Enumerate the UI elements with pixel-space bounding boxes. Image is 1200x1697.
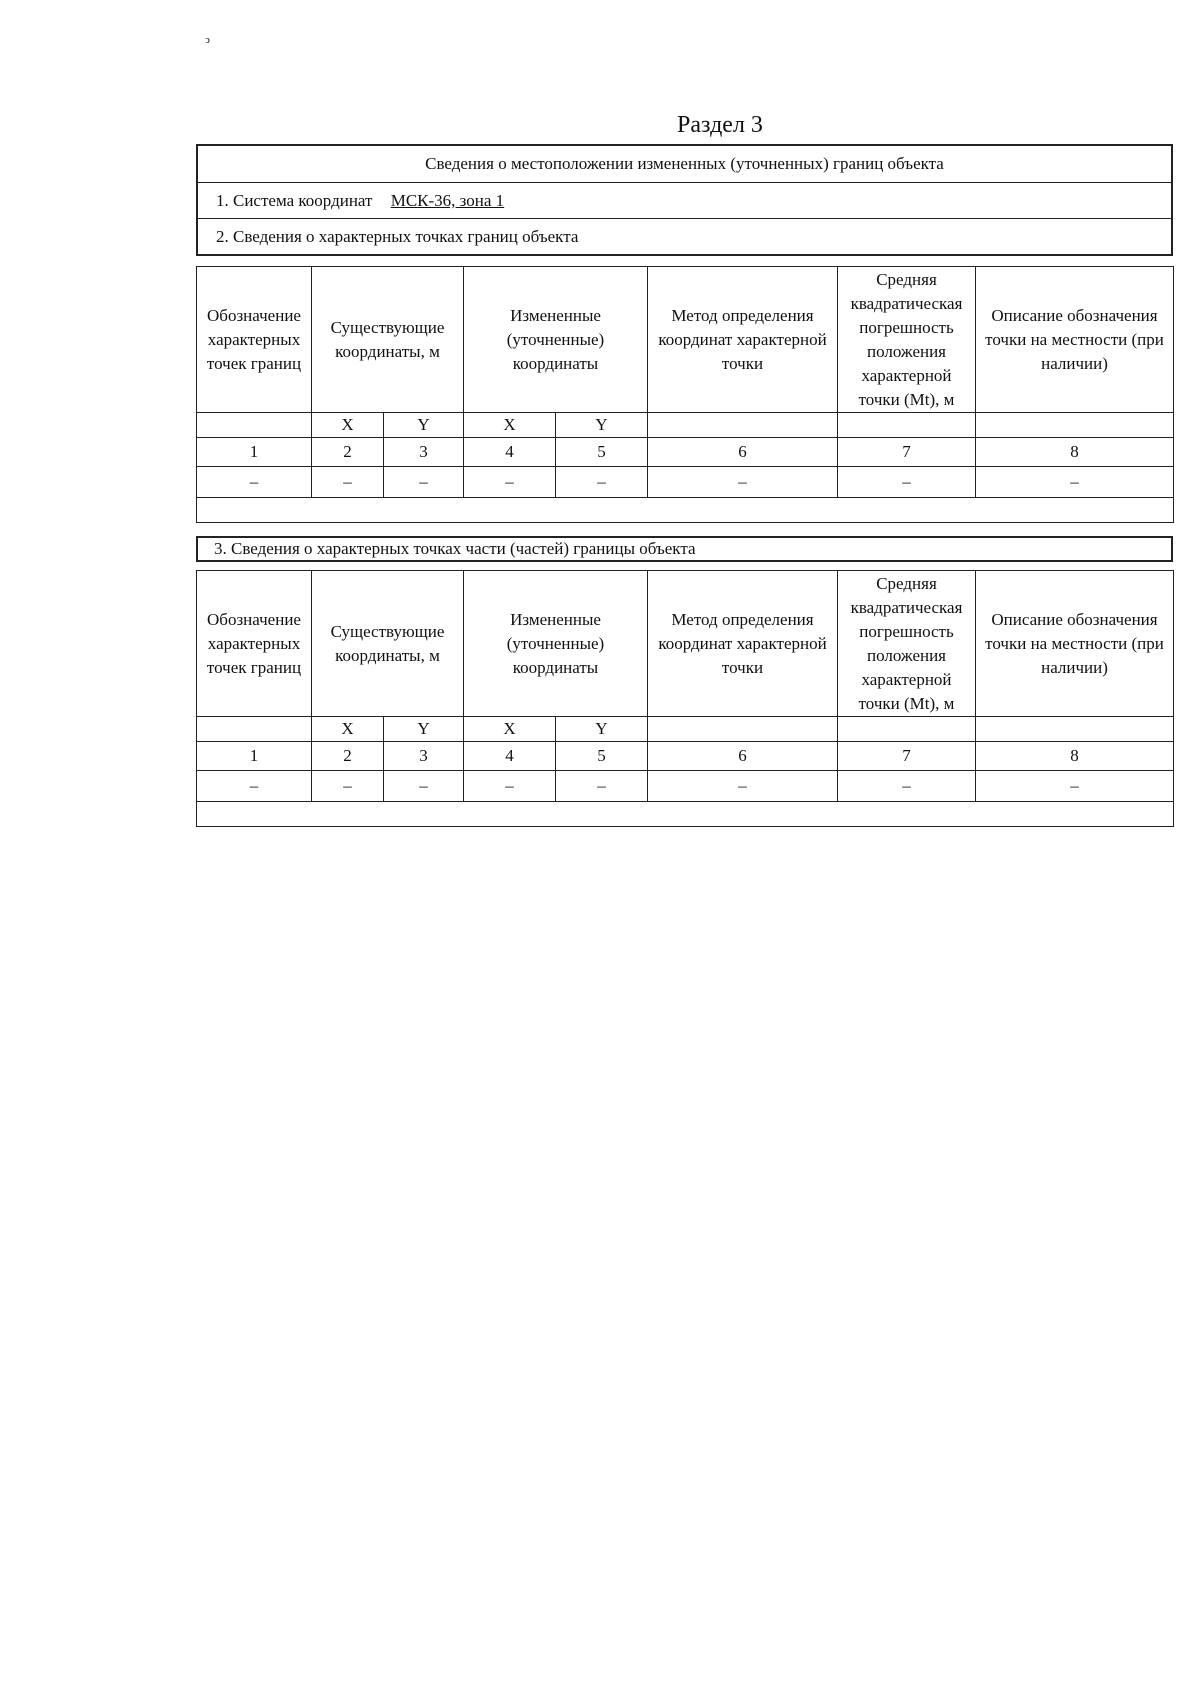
subheader-x: X xyxy=(464,413,556,438)
coord-system-label: 1. Система координат xyxy=(216,191,373,210)
table-cell: – xyxy=(464,771,556,802)
col-header-changed-coords: Измененные (уточненные) координаты xyxy=(464,267,648,413)
col-header-error: Средняя квадратическая погрешность положения характерной точки (Mt), м xyxy=(838,267,976,413)
scan-speck: ↄ xyxy=(205,34,210,46)
table-cell: – xyxy=(384,467,464,498)
col-header-designation: Обозначение характерных точек границ xyxy=(197,571,312,717)
section3-label: 3. Сведения о характерных точках части (частей) границы объекта xyxy=(196,536,1173,562)
subheader-x: X xyxy=(312,413,384,438)
column-number: 4 xyxy=(464,438,556,467)
subheader-cell xyxy=(197,413,312,438)
column-number: 8 xyxy=(976,438,1174,467)
column-number: 4 xyxy=(464,742,556,771)
table-subheader-row xyxy=(197,717,1174,742)
col-header-description: Описание обозначения точки на местности (при наличии) xyxy=(976,571,1174,717)
column-number: 3 xyxy=(384,438,464,467)
column-number: 2 xyxy=(312,438,384,467)
table-cell: – xyxy=(312,771,384,802)
table-header-row xyxy=(197,571,1174,717)
column-number: 6 xyxy=(648,438,838,467)
coord-system-value: МСК-36, зона 1 xyxy=(390,191,505,210)
table-cell: – xyxy=(648,467,838,498)
table-empty-row xyxy=(197,498,1174,523)
table-number-row xyxy=(197,438,1174,467)
col-header-description: Описание обозначения точки на местности (при наличии) xyxy=(976,267,1174,413)
column-number: 3 xyxy=(384,742,464,771)
table-number-row xyxy=(197,742,1174,771)
col-header-changed-coords: Измененные (уточненные) координаты xyxy=(464,571,648,717)
table-cell: – xyxy=(648,771,838,802)
col-header-method: Метод определения координат характерной точки xyxy=(648,267,838,413)
boundary-points-table xyxy=(196,266,1174,523)
header-box xyxy=(196,144,1173,256)
subheader-x: X xyxy=(464,717,556,742)
table-cell: – xyxy=(556,771,648,802)
table-cell: – xyxy=(838,771,976,802)
points-label: 2. Сведения о характерных точках границ объекта xyxy=(198,218,1171,254)
table-cell: – xyxy=(384,771,464,802)
table-cell: – xyxy=(976,467,1174,498)
subheader-cell xyxy=(838,413,976,438)
table-cell: – xyxy=(312,467,384,498)
subheader-cell xyxy=(976,717,1174,742)
table-cell: – xyxy=(464,467,556,498)
column-number: 5 xyxy=(556,742,648,771)
col-header-existing-coords: Существующие координаты, м xyxy=(312,571,464,717)
subheader-cell xyxy=(648,717,838,742)
subheader-x: X xyxy=(312,717,384,742)
column-number: 7 xyxy=(838,742,976,771)
section-title: Раздел 3 xyxy=(677,112,763,138)
column-number: 5 xyxy=(556,438,648,467)
table-subheader-row xyxy=(197,413,1174,438)
subheader-cell xyxy=(838,717,976,742)
table-cell: – xyxy=(838,467,976,498)
column-number: 1 xyxy=(197,742,312,771)
col-header-designation: Обозначение характерных точек границ xyxy=(197,267,312,413)
table-header-row xyxy=(197,267,1174,413)
table-empty-row xyxy=(197,802,1174,827)
col-header-method: Метод определения координат характерной точки xyxy=(648,571,838,717)
subheader-cell xyxy=(197,717,312,742)
table-cell: – xyxy=(197,467,312,498)
table-row xyxy=(197,771,1174,802)
subheader-cell xyxy=(976,413,1174,438)
subheader-cell xyxy=(648,413,838,438)
col-header-existing-coords: Существующие координаты, м xyxy=(312,267,464,413)
table-row xyxy=(197,467,1174,498)
part-points-table xyxy=(196,570,1174,827)
empty-cell xyxy=(197,802,1174,827)
column-number: 7 xyxy=(838,438,976,467)
subheader-y: Y xyxy=(384,413,464,438)
column-number: 6 xyxy=(648,742,838,771)
subheader-y: Y xyxy=(556,413,648,438)
column-number: 8 xyxy=(976,742,1174,771)
table-cell: – xyxy=(556,467,648,498)
empty-cell xyxy=(197,498,1174,523)
table-cell: – xyxy=(197,771,312,802)
subheader-y: Y xyxy=(384,717,464,742)
column-number: 1 xyxy=(197,438,312,467)
coord-system-row xyxy=(198,182,1171,218)
header-title: Сведения о местоположении измененных (уточненных) границ объекта xyxy=(425,154,944,173)
col-header-error: Средняя квадратическая погрешность положения характерной точки (Mt), м xyxy=(838,571,976,717)
column-number: 2 xyxy=(312,742,384,771)
table-cell: – xyxy=(976,771,1174,802)
subheader-y: Y xyxy=(556,717,648,742)
